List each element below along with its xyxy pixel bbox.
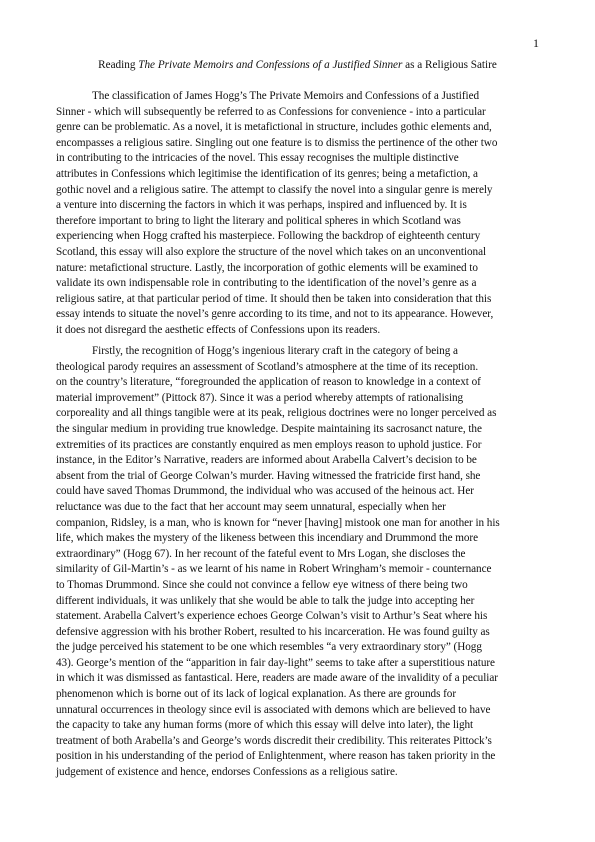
text-line: position in his understanding of the period of Enlightenment, where reason has taken priority in the <box>56 750 496 763</box>
text-line: therefore important to bring to light the literary and political spheres in which Scotland was <box>56 214 461 227</box>
text-line: similarity of Gil-Martin’s - as we learnt of his name in Robert Wringham’s memoir - counternance <box>56 563 492 576</box>
text-line: the judge perceived his statement to be one which resembles “a very extraordinary story” (Hogg <box>56 641 482 654</box>
text-line: extraordinary” (Hogg 67). In her recount of the fateful event to Mrs Logan, she discloses the <box>56 547 466 560</box>
essay-title <box>56 58 539 72</box>
page-number: 1 <box>533 36 539 50</box>
text-line: extremities of its practices are constantly enquired as men employs reason to uphold justice. For <box>56 438 482 451</box>
text-line: defensive aggression with his brother Robert, resulted to his incarceration. He was found guilty as <box>56 625 490 638</box>
text-line: 43). George’s mention of the “apparition in fair day-light” seems to take after a superstitious nature <box>56 656 495 669</box>
text-line: it does not disregard the aesthetic effects of Confessions upon its readers. <box>56 323 381 336</box>
text-line: encompasses a religious satire. Singling out one feature is to dismiss the pertinence of the other two <box>56 136 498 149</box>
text-line: nature: metafictional structure. Lastly, the incorporation of gothic elements will be examined to <box>56 261 478 274</box>
text-line: validate its own indispensable role in contributing to the identification of the novel’s genre as a <box>56 277 477 290</box>
text-line: in contributing to the intricacies of the novel. This essay recognises the multiple distinctive <box>56 152 459 165</box>
text-line: phenomenon which is borne out of its lack of logical explanation. As there are grounds for <box>56 688 457 701</box>
paragraph-firstly <box>56 344 544 781</box>
title-book-name: The Private Memoirs and Confessions of a Justified Sinner <box>138 59 403 71</box>
text-line: companion, Ridsley, is a man, who is known for “never [having] mistook one man for another in his <box>56 516 500 529</box>
text-line: theological parody requires an assessment of Scotland’s atmosphere at the time of its reception. <box>56 360 479 373</box>
text-line: material improvement” (Pittock 87). Since it was a period whereby attempts of rationalising <box>56 391 464 404</box>
text-line: statement. Arabella Calvert’s experience echoes George Colwan’s visit to Arthur’s Seat where his <box>56 610 488 623</box>
text-line: life, which makes the mystery of the likeness between this incendiary and Drummond the more <box>56 532 479 545</box>
text-line: the singular medium in providing true knowledge. Despite maintaining its sacrosanct nature, the <box>56 422 482 435</box>
text-line: reluctance was due to the fact that her account may seem unnatural, especially when her <box>56 500 446 513</box>
text-line: on the country’s literature, “foregrounded the application of reason to knowledge in a context of <box>56 376 481 389</box>
text-line: treatment of both Arabella’s and George’s words discredit their credibility. This reiterates Pittock’s <box>56 734 492 747</box>
text-line: Firstly, the recognition of Hogg’s ingenious literary craft in the category of being a <box>92 345 458 357</box>
text-line: genre can be problematic. As a novel, it is metafictional in structure, includes gothic elements and, <box>56 121 492 134</box>
text-line: Scotland, this essay will also explore the structure of the novel which takes on an unconventional <box>56 245 487 258</box>
text-line: gothic novel and a religious satire. The attempt to classify the novel into a singular genre is merely <box>56 183 493 196</box>
paragraph-introduction <box>56 89 544 339</box>
text-line: instance, in the Editor’s Narrative, readers are informed about Arabella Calvert’s decision to be <box>56 454 477 467</box>
text-line: the capacity to take any human forms (more of which this essay will delve into later), the light <box>56 719 474 732</box>
text-line: a venture into discerning the factors in which it was perhaps, inspired and influenced by. It is <box>56 199 467 212</box>
text-line: to Thomas Drummond. Since she could not convince a fellow eye witness of there being two <box>56 578 468 591</box>
text-line: absent from the trial of George Colwan’s murder. Having witnessed the fratricide first hand, she <box>56 469 481 482</box>
title-prefix: Reading <box>98 59 139 71</box>
text-line: corporeality and all things tangible were at its peak, religious doctrines were no longer perceived as <box>56 407 497 420</box>
text-line: in which it was dismissed as fantastical. Here, readers are made aware of the invalidity of a peculiar <box>56 672 498 685</box>
text-line: religious satire, at that particular period of time. It should then be taken into consideration that this <box>56 292 492 305</box>
text-line: Sinner - which will subsequently be referred to as Confessions for convenience - into a particular <box>56 105 486 118</box>
text-line: The classification of James Hogg’s The Private Memoirs and Confessions of a Justified <box>92 90 480 102</box>
text-line: essay intends to situate the novel’s genre according to its time, and not to its appearance. However, <box>56 308 494 321</box>
text-line: experiencing when Hogg crafted his masterpiece. Following the backdrop of eighteenth century <box>56 230 481 243</box>
text-line: attributes in Confessions which legitimise the identification of its genres; being a metafiction, a <box>56 167 478 180</box>
text-line: judgement of existence and hence, endorses Confessions as a religious satire. <box>56 766 398 779</box>
title-suffix: as a Religious Satire <box>402 59 497 71</box>
text-line: different individuals, it was unlikely that she would be able to talk the judge into accepting her <box>56 594 475 607</box>
text-line: unnatural occurrences in theology since evil is associated with demons which are believed to have <box>56 703 491 716</box>
text-line: could have saved Thomas Drummond, the individual who was accused of the heinous act. Her <box>56 485 474 498</box>
